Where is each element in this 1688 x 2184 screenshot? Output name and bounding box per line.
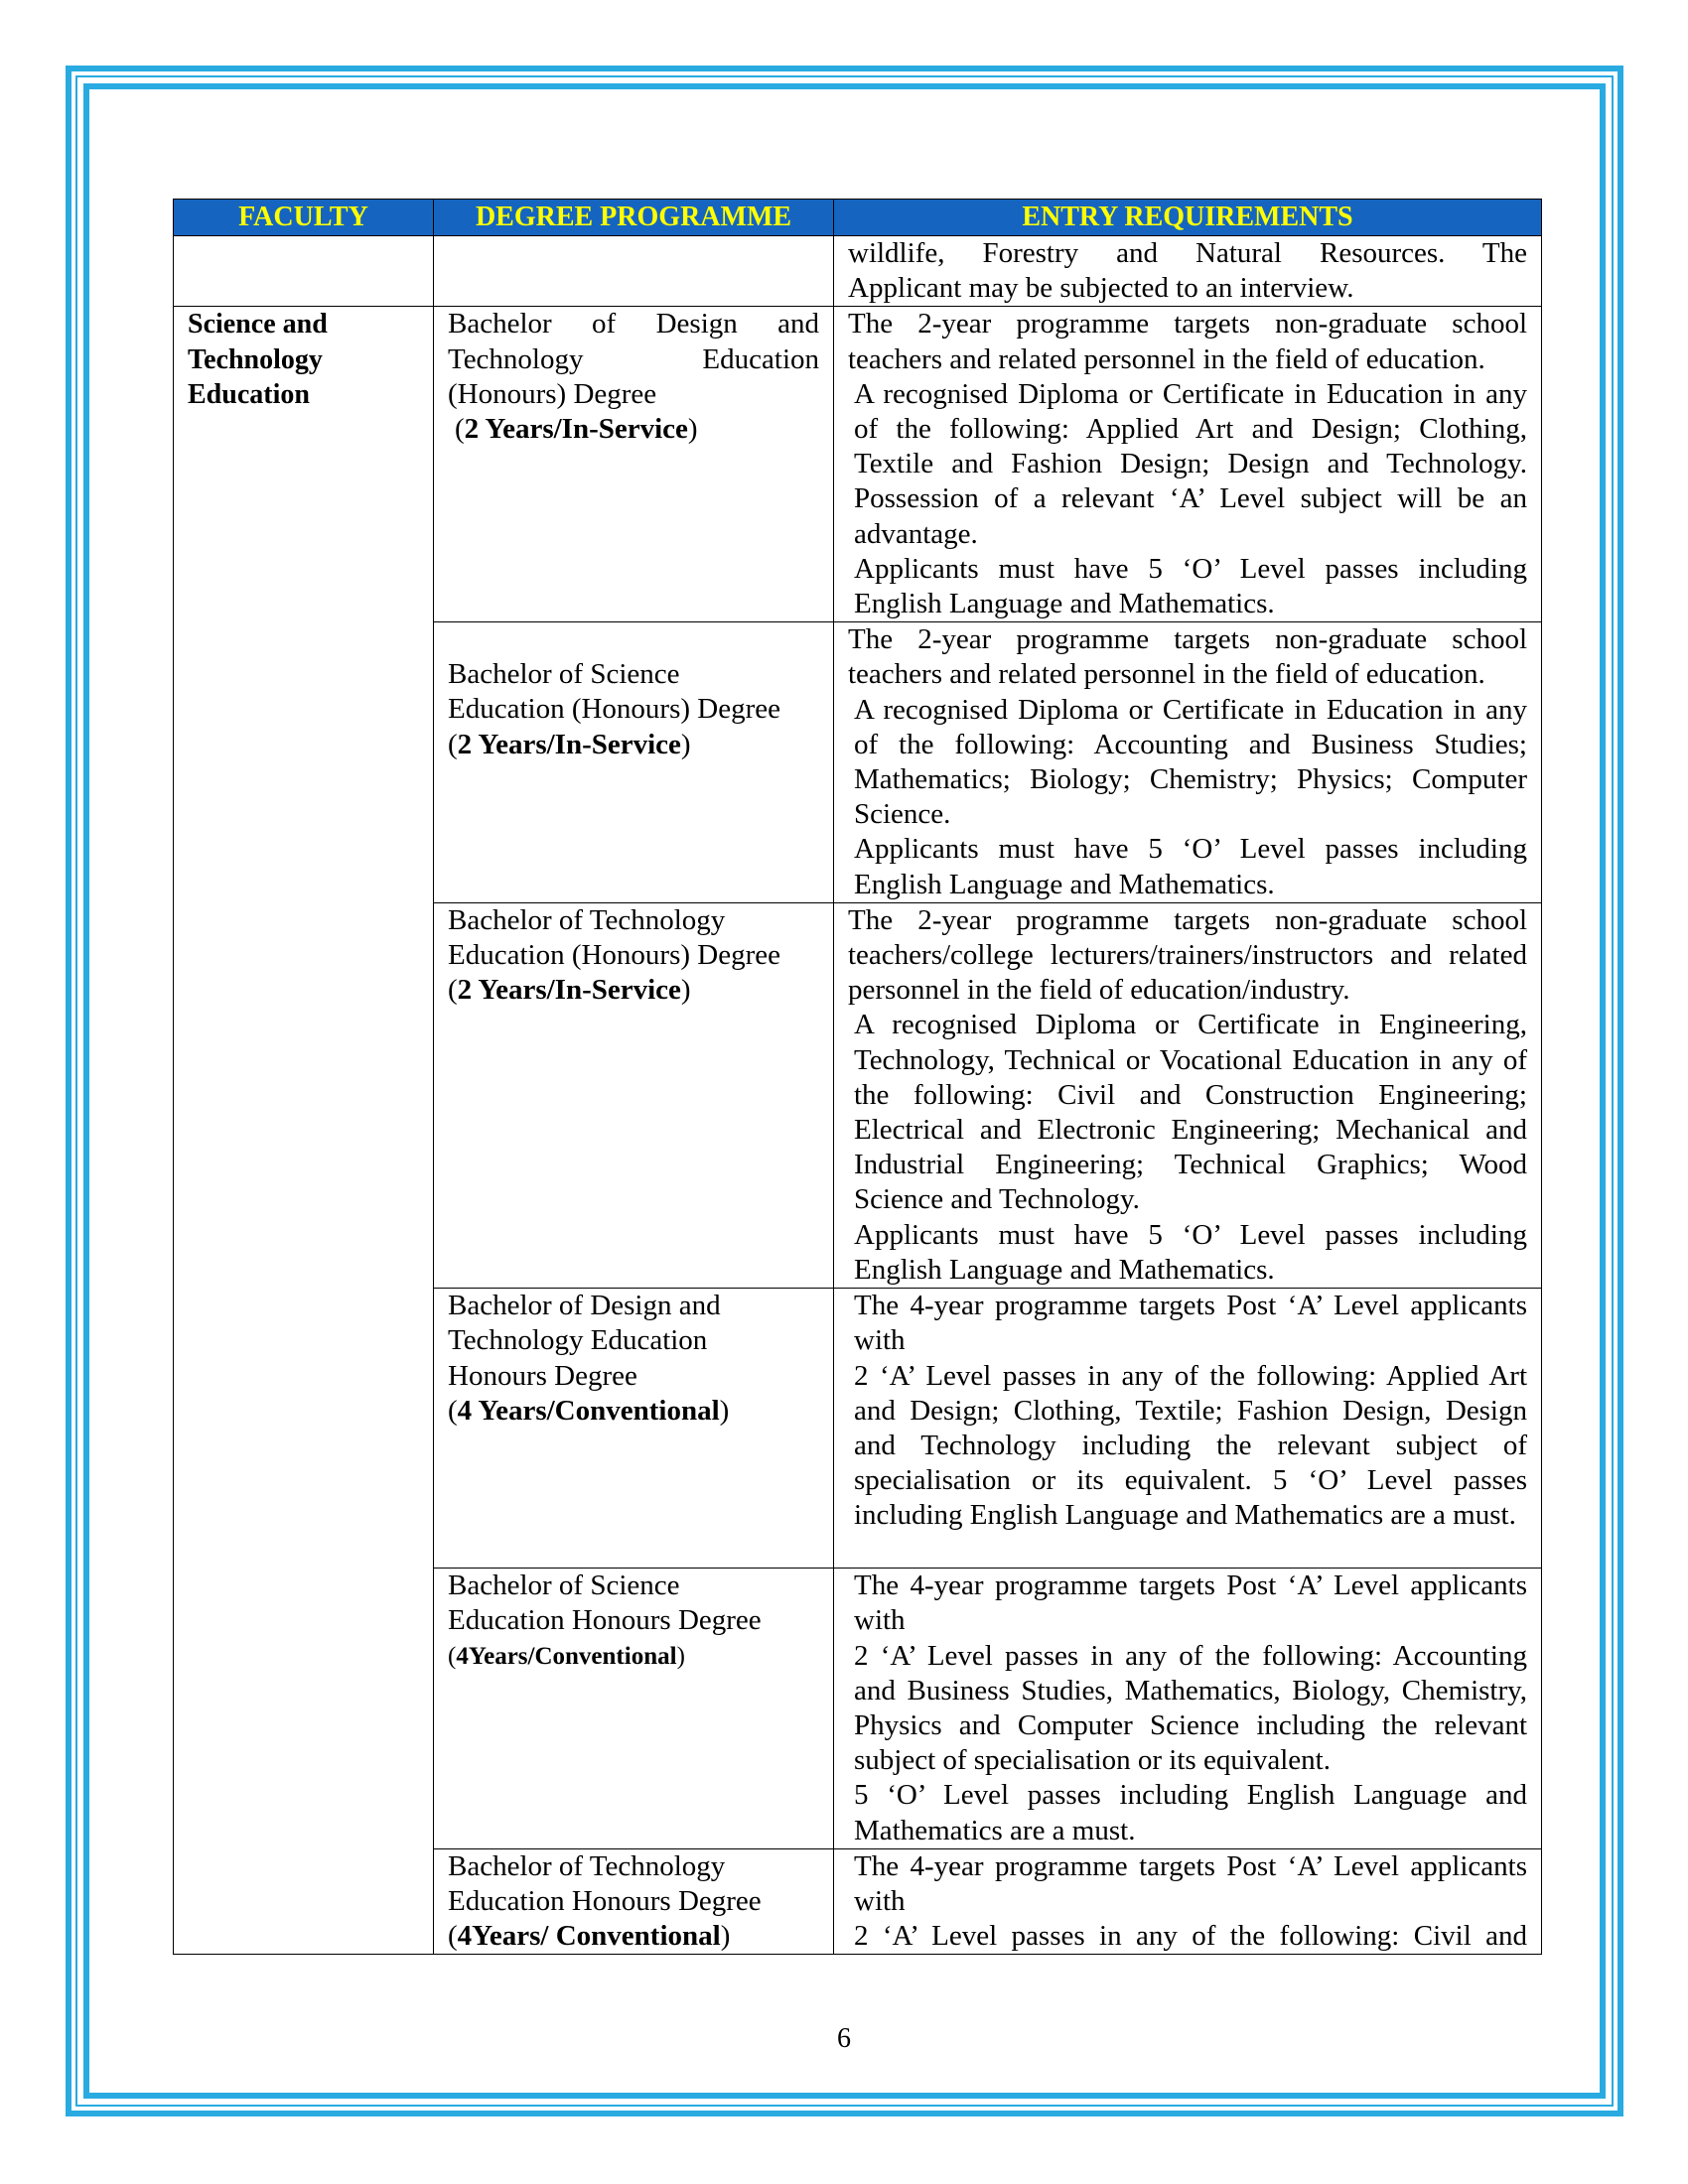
programme-mode: 2 Years/In-Service: [464, 413, 688, 446]
requirement-text: The 4-year programme targets Post ‘A’ Level applicants with: [854, 1290, 1527, 1357]
requirement-text: Applicants must have 5 ‘O’ Level passes including English Language and Mathematics.: [854, 1218, 1527, 1286]
faculty-name-line: Education: [188, 378, 310, 410]
requirements-header: ENTRY REQUIREMENTS: [834, 200, 1542, 236]
programme-name: Honours Degree: [448, 1359, 637, 1392]
requirements-cell: [834, 1289, 1542, 1569]
programme-name: Bachelor of Science: [448, 658, 680, 691]
requirement-text: Applicants must have 5 ‘O’ Level passes including English Language and Mathematics.: [854, 552, 1527, 620]
programme-header: DEGREE PROGRAMME: [434, 200, 834, 236]
faculty-cell: [174, 236, 434, 307]
requirement-text: The 2-year programme targets non-graduate school teachers and related personnel in the field of education.: [848, 308, 1527, 375]
table-header-row: [174, 200, 1542, 236]
programme-name: Bachelor of Technology: [448, 1849, 726, 1882]
programme-cell: Bachelor of Design and Technology Education Honours Degree (4 Years/Conventional): [434, 1289, 834, 1569]
programme-name: Education (Honours) Degree: [448, 939, 780, 972]
requirements-cell: [834, 902, 1542, 1288]
programme-cell: [434, 236, 834, 307]
requirements-cell: [834, 622, 1542, 903]
programme-mode: 4Years/ Conventional: [457, 1920, 721, 1953]
programme-name: Bachelor of Design and Technology Education (Honours) Degree: [448, 308, 819, 410]
programme-name: Technology Education: [448, 1324, 708, 1357]
programme-mode: 2 Years/In-Service: [457, 728, 681, 760]
programme-name: Education Honours Degree: [448, 1604, 762, 1637]
requirements-cell: [834, 236, 1542, 307]
entry-requirements-table: [173, 199, 1542, 1955]
requirement-text: The 4-year programme targets Post ‘A’ Level applicants with: [854, 1570, 1527, 1637]
requirement-text: A recognised Diploma or Certificate in Engineering, Technology, Technical or Vocational Education in any of the following: Civil and Construction Engineering; Electrical and Electronic Engineering; Mechanical and Industrial Engineering; Technical Graphics; Wood Science and Technology.: [854, 1009, 1527, 1216]
table-row: [174, 236, 1542, 307]
requirement-text: 2 ‘A’ Level passes in any of the following: Civil and: [854, 1920, 1527, 1953]
programme-cell: Bachelor of Science Education (Honours) Degree (2 Years/In-Service): [434, 622, 834, 903]
requirement-text: The 2-year programme targets non-graduate school teachers and related personnel in the field of education.: [848, 623, 1527, 691]
table-row: [174, 307, 1542, 622]
programme-mode: 4Years/Conventional: [456, 1642, 677, 1670]
requirement-text: Applicant may be subjected to an interview.: [848, 272, 1354, 305]
requirement-text: A recognised Diploma or Certificate in Education in any of the following: Applied Art and Design; Clothing, Textile and Fashion Design; Design and Technology. Possession of a relevant ‘A’ Level subject will be an advantage.: [854, 377, 1527, 550]
requirement-text: The 2-year programme targets non-graduate school teachers/college lecturers/trainers/instructors and related personnel in the field of education/industry.: [848, 903, 1527, 1007]
programme-cell: Bachelor of Technology Education (Honours) Degree (2 Years/In-Service): [434, 902, 834, 1288]
requirement-text: 5 ‘O’ Level passes including English Language and Mathematics are a must.: [854, 1779, 1527, 1846]
programme-name: Bachelor of Design and: [448, 1290, 721, 1322]
requirement-text: The 4-year programme targets Post ‘A’ Level applicants with: [854, 1849, 1527, 1917]
requirement-text: A recognised Diploma or Certificate in Education in any of the following: Accounting and Business Studies; Mathematics; Biology; Chemistry; Physics; Computer Science.: [854, 693, 1527, 831]
requirements-cell: [834, 307, 1542, 622]
requirement-text: 2 ‘A’ Level passes in any of the following: Accounting and Business Studies, Mathematics, Biology, Chemistry, Physics and Computer Science including the relevant subject of specialisation or its equivalent.: [854, 1639, 1527, 1777]
faculty-cell: [174, 307, 434, 1955]
faculty-header: FACULTY: [174, 200, 434, 236]
programme-name: Bachelor of Technology: [448, 903, 726, 936]
requirements-cell: [834, 1848, 1542, 1955]
requirement-text: Applicants must have 5 ‘O’ Level passes including English Language and Mathematics.: [854, 833, 1527, 900]
page-number: 6: [837, 2023, 851, 2054]
faculty-name-line: Science and: [188, 309, 328, 341]
programme-name: Education (Honours) Degree: [448, 693, 780, 726]
requirements-cell: [834, 1569, 1542, 1849]
programme-name: Bachelor of Science: [448, 1570, 680, 1602]
programme-cell: Bachelor of Technology Education Honours Degree (4Years/ Conventional): [434, 1848, 834, 1955]
requirement-text: 2 ‘A’ Level passes in any of the following: Applied Art and Design; Clothing, Textile; Fashion Design, Design and Technology including the relevant subject of specialisation or its equivalent. 5 ‘O’ Level passes including English Language and Mathematics are a must.: [854, 1359, 1527, 1532]
programme-mode: 2 Years/In-Service: [457, 974, 681, 1007]
programme-cell: Bachelor of Design and Technology Education (Honours) Degree (2 Years/In-Service): [434, 307, 834, 622]
programme-mode: 4 Years/Conventional: [457, 1394, 720, 1427]
programme-name: Education Honours Degree: [448, 1884, 762, 1917]
programme-cell: Bachelor of Science Education Honours Degree (4Years/Conventional): [434, 1569, 834, 1849]
faculty-name-line: Technology: [188, 343, 323, 375]
requirement-text: wildlife, Forestry and Natural Resources. The: [848, 237, 1527, 269]
